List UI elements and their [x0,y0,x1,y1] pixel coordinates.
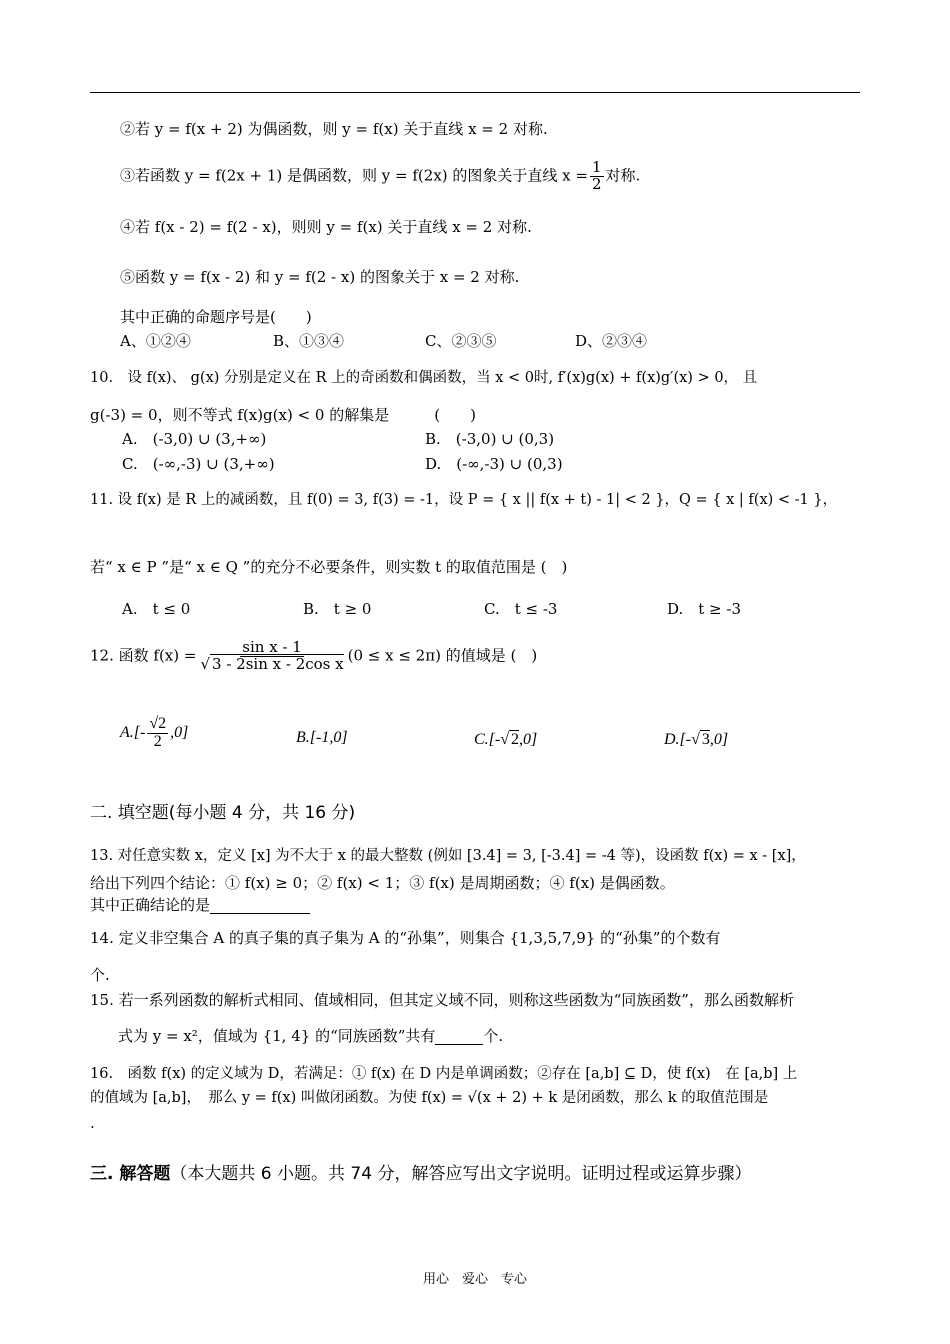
q11-line-2: 若“ x ∈ P ”是“ x ∈ Q ”的充分不必要条件，则实数 t 的取值范围是 ( ) [90,558,568,576]
q12-option-d-prefix: D.[- [664,731,692,748]
q12-option-d [664,730,728,749]
q10-option-a: A. (-3,0) ∪ (3,+∞) [122,430,267,448]
q9-prompt: 其中正确的命题序号是( ) [120,308,312,326]
q12-numerator: sin x - 1 [242,638,302,656]
q11-line-1: 11. 设 f(x) 是 R 上的减函数，且 f(0) = 3, f(3) = -1，设 P = { x || f(x + t) - 1| < 2 }，Q = { x | f(x) < -1 }， [90,492,838,508]
section-3-description: （本大题共 6 小题。共 74 分，解答应写出文字说明。证明过程或运算步骤） [170,1164,752,1184]
q15-line-1: 15. 若一系列函数的解析式相同、值域相同，但其定义域不同，则称这些函数为“同族函数”，那么函数解析 [90,991,794,1009]
q13-line-2: 给出下列四个结论：① f(x) ≥ 0；② f(x) < 1；③ f(x) 是周期函数；④ f(x) 是偶函数。 [90,874,675,892]
q9-option-c: C、②③⑤ [425,332,497,350]
q12-option-a-prefix: A.[- [120,723,146,741]
q12-option-c-prefix: C.[- [474,731,501,748]
q9-item-3-fraction [590,160,604,193]
q12-option-c-radical: √ 2 [500,731,520,748]
q16-line-1: 16. 函数 f(x) 的定义域为 D，若满足：① f(x) 在 D 内是单调函数；②存在 [a,b] ⊆ D，使 f(x) 在 [a,b] 上 [90,1066,798,1082]
section-3-title: 三. 解答题 [90,1164,171,1184]
q9-item-4: ④若 f(x - 2) = f(2 - x)，则则 y = f(x) 关于直线 x = 2 对称. [120,218,532,236]
q13-line-1: 13. 对任意实数 x，定义 [x] 为不大于 x 的最大整数 (例如 [3.4] = 3, [-3.4] = -4 等)，设函数 f(x) = x - [x]， [90,848,806,864]
q15-answer-blank [435,1030,483,1045]
q9-option-d: D、②③④ [575,332,648,350]
q12-option-d-radicand: 3 [701,731,710,748]
q9-option-a: A、①②④ [120,332,191,350]
q9-item-3-denominator: 2 [591,174,602,193]
q10-option-d: D. (-∞,-3) ∪ (0,3) [425,455,563,473]
q11-option-d: D. t ≥ -3 [667,600,742,618]
q9-item-3 [120,160,640,193]
q13-line-3 [90,896,310,914]
header-rule [90,92,860,93]
q12-option-c [474,730,537,749]
q10-line-1: 10. 设 f(x)、 g(x) 分别是定义在 R 上的奇函数和偶函数，当 x < 0时, f′(x)g(x) + f(x)g′(x) > 0， 且 [90,370,758,386]
q12-option-c-radicand: 2 [511,731,520,748]
q15-line-2-text: 式为 y = x²，值域为 {1, 4} 的“同族函数”共有 [118,1027,436,1045]
q12-option-a-numerator: √2 [149,715,167,732]
page-footer: 用心 爱心 专心 [422,1272,527,1287]
q16-line-3: . [90,1114,95,1132]
q13-line-3-text: 其中正确结论的是 [90,896,211,914]
q12-stem-tail: (0 ≤ x ≤ 2π) 的值域是 ( ) [347,646,538,665]
q11-option-a: A. t ≤ 0 [122,600,191,618]
q12-option-a-suffix: ,0] [170,723,189,741]
q10-line-2: g(-3) = 0，则不等式 f(x)g(x) < 0 的解集是 ( ) [90,406,476,424]
q12-option-c-suffix: ,0] [519,731,538,748]
q12-option-b: B.[-1,0] [296,729,348,746]
section-3-heading [90,1164,751,1184]
q9-item-5: ⑤函数 y = f(x - 2) 和 y = f(2 - x) 的图象关于 x = 2 对称. [120,268,520,286]
q15-line-2-tail: 个. [483,1027,504,1045]
q12-option-a-denominator: 2 [153,732,162,750]
q13-answer-blank [210,899,310,914]
q9-item-3-text: ③若函数 y = f(2x + 1) 是偶函数，则 y = f(2x) 的图象关于直线 x = [120,166,588,185]
q9-item-2: ②若 y = f(x + 2) 为偶函数，则 y = f(x) 关于直线 x = 2 对称. [120,120,548,138]
q12-option-d-radical: √ 3 [691,731,710,748]
q12-stem [90,640,537,673]
section-2-heading: 二. 填空题(每小题 4 分，共 16 分) [90,803,356,823]
q12-stem-text: 12. 函数 f(x) = [90,646,197,665]
q12-denominator-radicand: 3 - 2sin x - 2cos x [212,654,344,673]
q9-item-3-numerator: 1 [591,158,602,176]
q9-item-3-tail: 对称. [605,166,641,185]
q11-option-c: C. t ≤ -3 [484,600,558,618]
q12-option-a-fraction [147,716,168,751]
q9-option-b: B、①③④ [273,332,345,350]
q14-line-1: 14. 定义非空集合 A 的真子集的真子集为 A 的“孙集”，则集合 {1,3,5,7,9} 的“孙集”的个数有 [90,929,721,947]
q10-option-b: B. (-3,0) ∪ (0,3) [425,430,555,448]
q15-line-2 [118,1027,503,1045]
q12-fraction [198,640,345,673]
q11-option-b: B. t ≥ 0 [303,600,372,618]
q16-line-2: 的值域为 [a,b]， 那么 y = f(x) 叫做闭函数。为使 f(x) = √(x + 2) + k 是闭函数，那么 k 的取值范围是 [90,1090,769,1106]
q12-option-a [120,716,188,751]
q14-line-2: 个. [90,966,110,984]
q12-denominator: √ 3 - 2sin x - 2cos x [200,654,344,673]
q12-option-d-suffix: ,0] [709,731,729,748]
q10-option-c: C. (-∞,-3) ∪ (3,+∞) [122,455,275,473]
